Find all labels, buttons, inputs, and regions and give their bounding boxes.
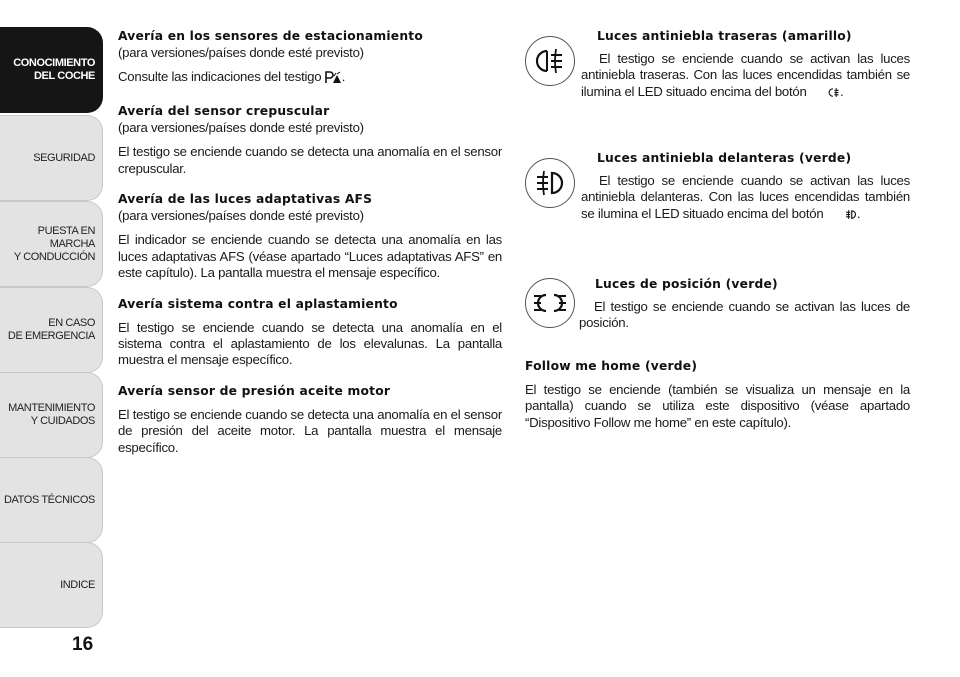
page-number: 16 [72,634,94,655]
block-text: El testigo se enciende (también se visualiza un mensaje en la pantalla) cuando se utiliza este dispositivo (véase apartado “Dispositivo Follow me home” en este capítulo). [525,382,910,430]
section-subtitle: (para versiones/países donde esté previsto) [118,45,364,60]
rear-fog-block [525,28,910,150]
section-text: El testigo se enciende cuando se detecta una anomalía en el sensor crepuscular. [118,144,502,176]
section-subtitle: (para versiones/países donde esté previsto) [118,119,364,135]
follow-me-home-block [525,358,910,431]
section-twilight-sensor [118,103,502,177]
section-parking-sensors [118,28,502,89]
tab-conocimiento-del-coche[interactable]: CONOCIMIENTO DEL COCHE [0,27,103,113]
block-text: El testigo se enciende cuando se activan las luces antiniebla delanteras. Con las luces encendidas también se ilumina el LED situado encima del botón . [581,173,910,225]
section-text: Consulte las indicaciones del testigo . [118,69,502,88]
section-text: El indicador se enciende cuando se detecta una anomalía en las luces adaptativas AFS (véase apartado “Luces adaptativas AFS” en este capítulo). La pantalla muestra el mensaje específico. [118,232,502,281]
tab-datos-tecnicos[interactable]: DATOS TÉCNICOS [0,457,103,543]
section-title: Avería sistema contra el aplastamiento [118,296,398,311]
block-title: Luces antiniebla traseras (amarillo) [597,29,852,43]
section-text: El testigo se enciende cuando se detecta una anomalía en el sensor de presión del aceite motor. La pantalla muestra el mensaje específico. [118,406,502,455]
rear-fog-light-icon [525,36,575,86]
position-lights-block [525,276,910,358]
right-column [525,28,910,445]
section-oil-pressure-sensor [118,383,502,456]
left-column [118,28,502,470]
section-title: Avería de las luces adaptativas AFS [118,192,373,207]
tab-puesta-en-marcha[interactable]: PUESTA EN MARCHA Y CONDUCCIÓN [0,201,103,287]
tab-seguridad[interactable]: SEGURIDAD [0,115,103,201]
section-title: Avería sensor de presión aceite motor [118,383,391,398]
front-fog-block [525,150,910,276]
tab-mantenimiento[interactable]: MANTENIMIENTO Y CUIDADOS [0,372,103,458]
section-afs-lights [118,191,502,282]
block-title: Luces de posición (verde) [595,277,778,291]
position-lights-icon [525,278,575,328]
tab-indice[interactable]: INDICE [0,542,103,628]
rear-fog-button-icon [810,86,840,103]
block-title: Follow me home (verde) [525,359,698,373]
section-title: Avería del sensor crepuscular [118,103,330,118]
section-anti-pinch [118,296,502,369]
tab-en-caso-de-emergencia[interactable]: EN CASO DE EMERGENCIA [0,287,103,373]
front-fog-light-icon [525,158,575,208]
front-fog-button-icon [827,208,857,225]
section-text: El testigo se enciende cuando se detecta una anomalía en el sistema contra el aplastamiento de los elevalunas. La pantalla muestra el mensaje específico. [118,319,502,368]
section-title: Avería en los sensores de estacionamiento [118,29,424,43]
block-text: El testigo se enciende cuando se activan las luces de posición. [579,299,910,331]
block-text: El testigo se enciende cuando se activan las luces antiniebla traseras. Con las luces encendidas también se ilumina el LED situado encima del botón . [581,51,910,103]
section-subtitle: (para versiones/países donde esté previsto) [118,208,364,224]
parking-sensor-icon [325,70,342,88]
block-title: Luces antiniebla delanteras (verde) [597,151,852,165]
